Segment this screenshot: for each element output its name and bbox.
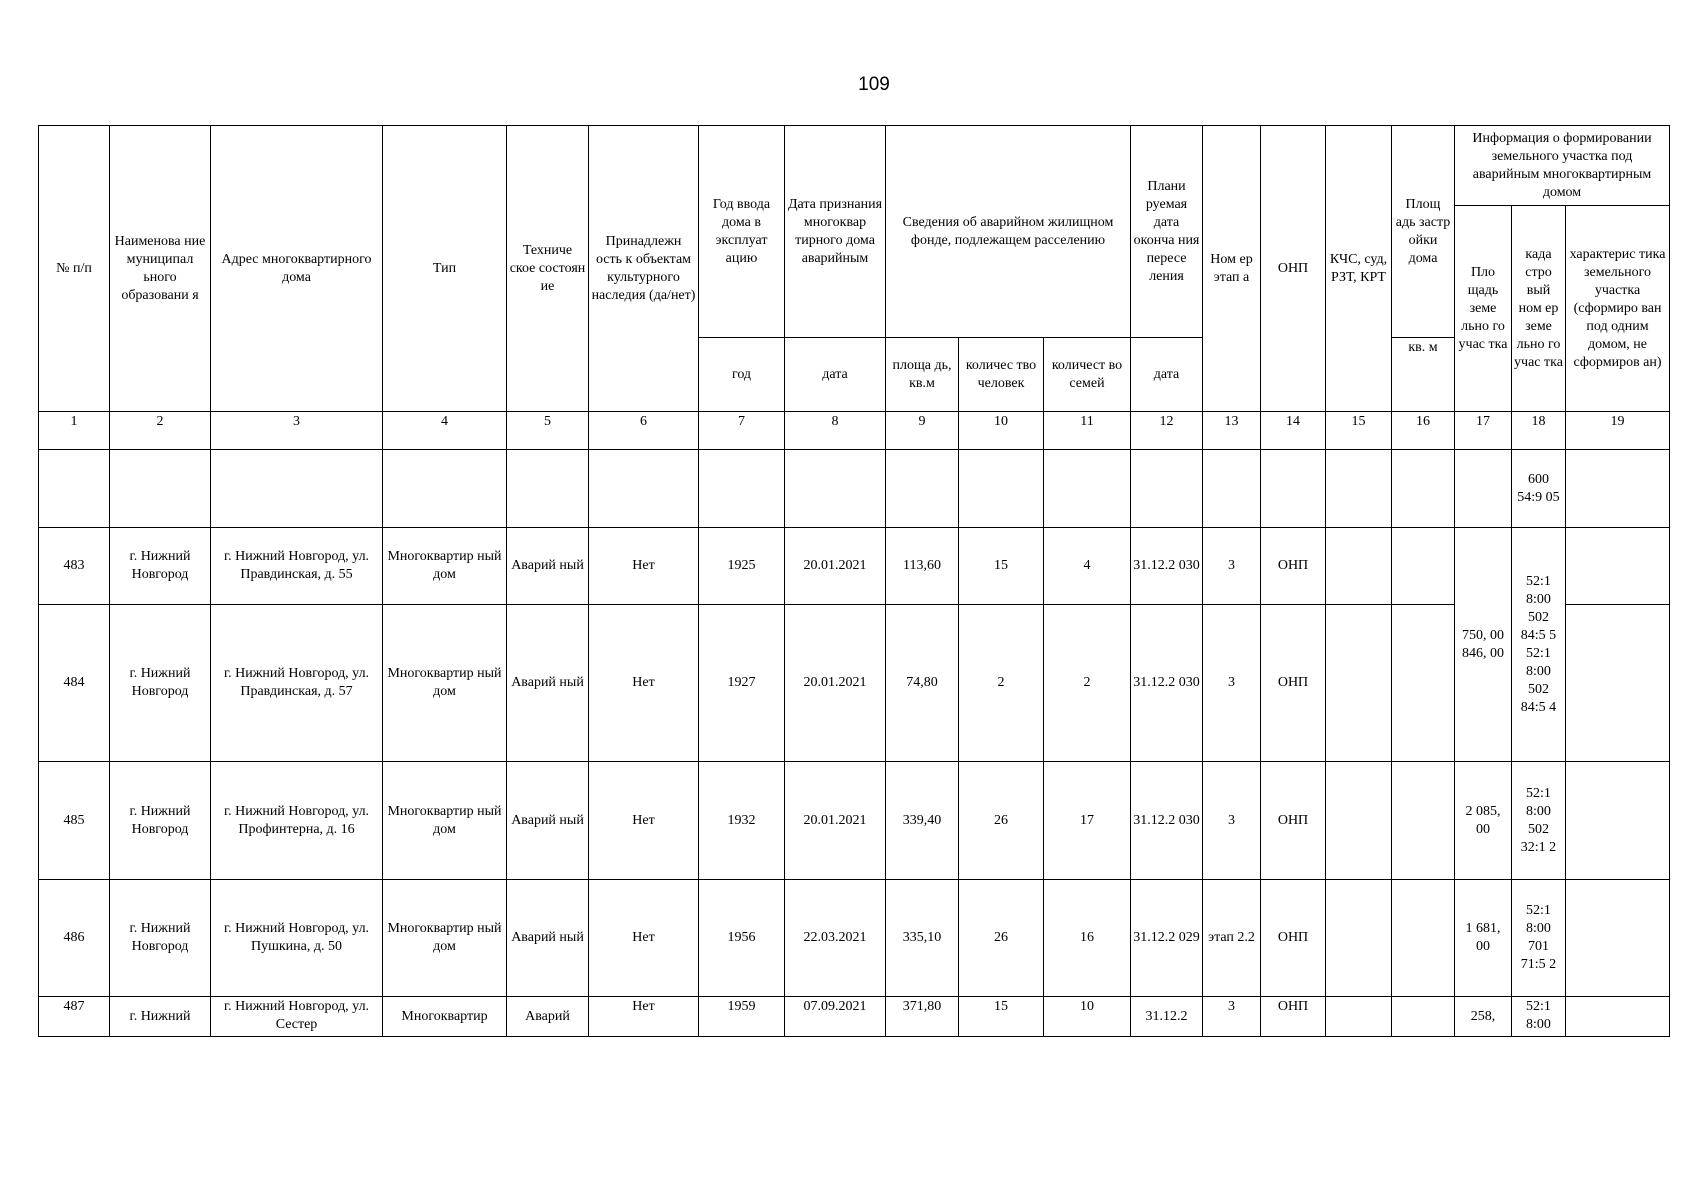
- column-number: 18: [1512, 412, 1566, 450]
- row-cadastral: 52:1 8:00 701 71:5 2: [1512, 880, 1566, 997]
- header-people: количес тво человек: [959, 338, 1044, 412]
- header-onp: ОНП: [1261, 126, 1326, 412]
- row-cadastral: 52:1 8:00: [1512, 997, 1566, 1037]
- table-row: [39, 880, 1670, 997]
- row-municipality: г. Нижний Новгород: [110, 605, 211, 762]
- row-heritage: Нет: [589, 762, 699, 880]
- row-families: 16: [1044, 880, 1131, 997]
- row-year: 1959: [699, 997, 785, 1037]
- header-year: Год ввода дома в эксплуат ацию: [699, 126, 785, 338]
- row-built-area: [1392, 880, 1455, 997]
- header-built-area: Площ адь застр ойки дома: [1392, 126, 1455, 338]
- row-kchs: [1326, 762, 1392, 880]
- column-number: 5: [507, 412, 589, 450]
- row-land-area: 2 085, 00: [1455, 762, 1512, 880]
- header-emergency-fund: Сведения об аварийном жилищном фонде, подлежащем расселению: [886, 126, 1131, 338]
- header-row-1: [39, 126, 1670, 206]
- row-families: 4: [1044, 528, 1131, 605]
- row-people: 26: [959, 880, 1044, 997]
- row-municipality: г. Нижний Новгород: [110, 762, 211, 880]
- row-area: 371,80: [886, 997, 959, 1037]
- column-number: 1: [39, 412, 110, 450]
- row-heritage: Нет: [589, 997, 699, 1037]
- row-area: 339,40: [886, 762, 959, 880]
- row-num: 483: [39, 528, 110, 605]
- row-stage: 3: [1203, 762, 1261, 880]
- row-land-characteristic: [1566, 762, 1670, 880]
- column-number: 4: [383, 412, 507, 450]
- row-stage: 3: [1203, 997, 1261, 1037]
- header-planned-date-sub: дата: [1131, 338, 1203, 412]
- row-municipality: г. Нижний Новгород: [110, 880, 211, 997]
- header-heritage: Принадлежн ость к объектам культурного наследия (да/нет): [589, 126, 699, 412]
- row-land-characteristic: [1566, 528, 1670, 605]
- row-stage: 3: [1203, 605, 1261, 762]
- row-type: Многоквартир: [383, 997, 507, 1037]
- row-address: г. Нижний Новгород, ул. Правдинская, д. 57: [211, 605, 383, 762]
- column-number: 17: [1455, 412, 1512, 450]
- row-type: Многоквартир ный дом: [383, 528, 507, 605]
- page-number: 109: [858, 74, 890, 95]
- header-date-recognized: Дата признания многоквар тирного дома аварийным: [785, 126, 886, 338]
- row-state: Аварий ный: [507, 880, 589, 997]
- row-land-area: 258,: [1455, 997, 1512, 1037]
- row-state: Аварий: [507, 997, 589, 1037]
- row-planned-date: 31.12.2 030: [1131, 762, 1203, 880]
- row-onp: ОНП: [1261, 528, 1326, 605]
- header-kchs: КЧС, суд, РЗТ, КРТ: [1326, 126, 1392, 412]
- row-people: 15: [959, 528, 1044, 605]
- row-area: 74,80: [886, 605, 959, 762]
- row-date-recognized: 22.03.2021: [785, 880, 886, 997]
- row-state: Аварий ный: [507, 528, 589, 605]
- table-row: [39, 605, 1670, 762]
- column-number: 7: [699, 412, 785, 450]
- row-families: 17: [1044, 762, 1131, 880]
- row-built-area: [1392, 605, 1455, 762]
- row-year: 1932: [699, 762, 785, 880]
- row-land-characteristic: [1566, 605, 1670, 762]
- continuation-row: [39, 450, 1670, 528]
- header-municipality: Наименова ние муниципал ьного образовани я: [110, 126, 211, 412]
- row-date-recognized: 20.01.2021: [785, 528, 886, 605]
- row-heritage: Нет: [589, 880, 699, 997]
- column-number: 6: [589, 412, 699, 450]
- row-num: 487: [39, 997, 110, 1037]
- column-number: 2: [110, 412, 211, 450]
- emergency-housing-table: [38, 125, 1670, 1037]
- row-land-area: 1 681, 00: [1455, 880, 1512, 997]
- column-number-row: [39, 412, 1670, 450]
- table-row: [39, 997, 1670, 1037]
- header-address: Адрес многоквартирного дома: [211, 126, 383, 412]
- header-area: площа дь, кв.м: [886, 338, 959, 412]
- row-municipality: г. Нижний Новгород: [110, 528, 211, 605]
- cadastral-number: 600 54:9 05: [1512, 450, 1566, 528]
- row-year: 1927: [699, 605, 785, 762]
- header-type: Тип: [383, 126, 507, 412]
- column-number: 10: [959, 412, 1044, 450]
- header-land-info: Информация о формировании земельного участка под аварийным многоквартирным домом: [1455, 126, 1670, 206]
- header-year-sub: год: [699, 338, 785, 412]
- row-date-recognized: 20.01.2021: [785, 605, 886, 762]
- row-planned-date: 31.12.2: [1131, 997, 1203, 1037]
- row-land-characteristic: [1566, 997, 1670, 1037]
- column-number: 14: [1261, 412, 1326, 450]
- row-stage: 3: [1203, 528, 1261, 605]
- row-kchs: [1326, 605, 1392, 762]
- row-planned-date: 31.12.2 030: [1131, 605, 1203, 762]
- row-land-characteristic: [1566, 880, 1670, 997]
- row-num: 484: [39, 605, 110, 762]
- header-num: № п/п: [39, 126, 110, 412]
- header-built-area-sub: кв. м: [1392, 338, 1455, 412]
- row-area: 113,60: [886, 528, 959, 605]
- row-type: Многоквартир ный дом: [383, 880, 507, 997]
- row-planned-date: 31.12.2 030: [1131, 528, 1203, 605]
- header-families: количест во семей: [1044, 338, 1131, 412]
- row-people: 26: [959, 762, 1044, 880]
- row-date-recognized: 07.09.2021: [785, 997, 886, 1037]
- column-number: 15: [1326, 412, 1392, 450]
- row-kchs: [1326, 997, 1392, 1037]
- row-land-area-merged: 750, 00 846, 00: [1455, 528, 1512, 762]
- row-people: 2: [959, 605, 1044, 762]
- row-heritage: Нет: [589, 528, 699, 605]
- row-area: 335,10: [886, 880, 959, 997]
- row-municipality: г. Нижний: [110, 997, 211, 1037]
- row-heritage: Нет: [589, 605, 699, 762]
- row-families: 10: [1044, 997, 1131, 1037]
- row-num: 486: [39, 880, 110, 997]
- row-onp: ОНП: [1261, 997, 1326, 1037]
- row-address: г. Нижний Новгород, ул. Правдинская, д. 55: [211, 528, 383, 605]
- row-address: г. Нижний Новгород, ул. Сестер: [211, 997, 383, 1037]
- table-row: [39, 762, 1670, 880]
- row-address: г. Нижний Новгород, ул. Пушкина, д. 50: [211, 880, 383, 997]
- row-families: 2: [1044, 605, 1131, 762]
- column-number: 11: [1044, 412, 1131, 450]
- header-planned-date: Плани руемая дата оконча ния пересе ления: [1131, 126, 1203, 338]
- row-planned-date: 31.12.2 029: [1131, 880, 1203, 997]
- row-state: Аварий ный: [507, 605, 589, 762]
- column-number: 9: [886, 412, 959, 450]
- column-number: 16: [1392, 412, 1455, 450]
- header-land-area: Пло щадь земе льно го учас тка: [1455, 206, 1512, 412]
- row-stage: этап 2.2: [1203, 880, 1261, 997]
- row-type: Многоквартир ный дом: [383, 605, 507, 762]
- column-number: 13: [1203, 412, 1261, 450]
- column-number: 3: [211, 412, 383, 450]
- row-address: г. Нижний Новгород, ул. Профинтерна, д. 16: [211, 762, 383, 880]
- header-land-characteristic: характерис тика земельного участка (сформиро ван под одним домом, не сформиров ан): [1566, 206, 1670, 412]
- column-number: 19: [1566, 412, 1670, 450]
- row-onp: ОНП: [1261, 880, 1326, 997]
- row-kchs: [1326, 880, 1392, 997]
- row-type: Многоквартир ный дом: [383, 762, 507, 880]
- column-number: 12: [1131, 412, 1203, 450]
- column-number: 8: [785, 412, 886, 450]
- row-year: 1956: [699, 880, 785, 997]
- row-onp: ОНП: [1261, 762, 1326, 880]
- row-built-area: [1392, 762, 1455, 880]
- row-onp: ОНП: [1261, 605, 1326, 762]
- row-cadastral-merged: 52:1 8:00 502 84:5 5 52:1 8:00 502 84:5 4: [1512, 528, 1566, 762]
- row-cadastral: 52:1 8:00 502 32:1 2: [1512, 762, 1566, 880]
- row-built-area: [1392, 997, 1455, 1037]
- row-date-recognized: 20.01.2021: [785, 762, 886, 880]
- table-row: [39, 528, 1670, 605]
- row-built-area: [1392, 528, 1455, 605]
- row-people: 15: [959, 997, 1044, 1037]
- row-kchs: [1326, 528, 1392, 605]
- row-num: 485: [39, 762, 110, 880]
- header-date-sub: дата: [785, 338, 886, 412]
- header-tech-state: Техниче ское состоян ие: [507, 126, 589, 412]
- header-cadastral: када стро вый ном ер земе льно го учас тка: [1512, 206, 1566, 412]
- row-state: Аварий ный: [507, 762, 589, 880]
- row-year: 1925: [699, 528, 785, 605]
- header-stage: Ном ер этап а: [1203, 126, 1261, 412]
